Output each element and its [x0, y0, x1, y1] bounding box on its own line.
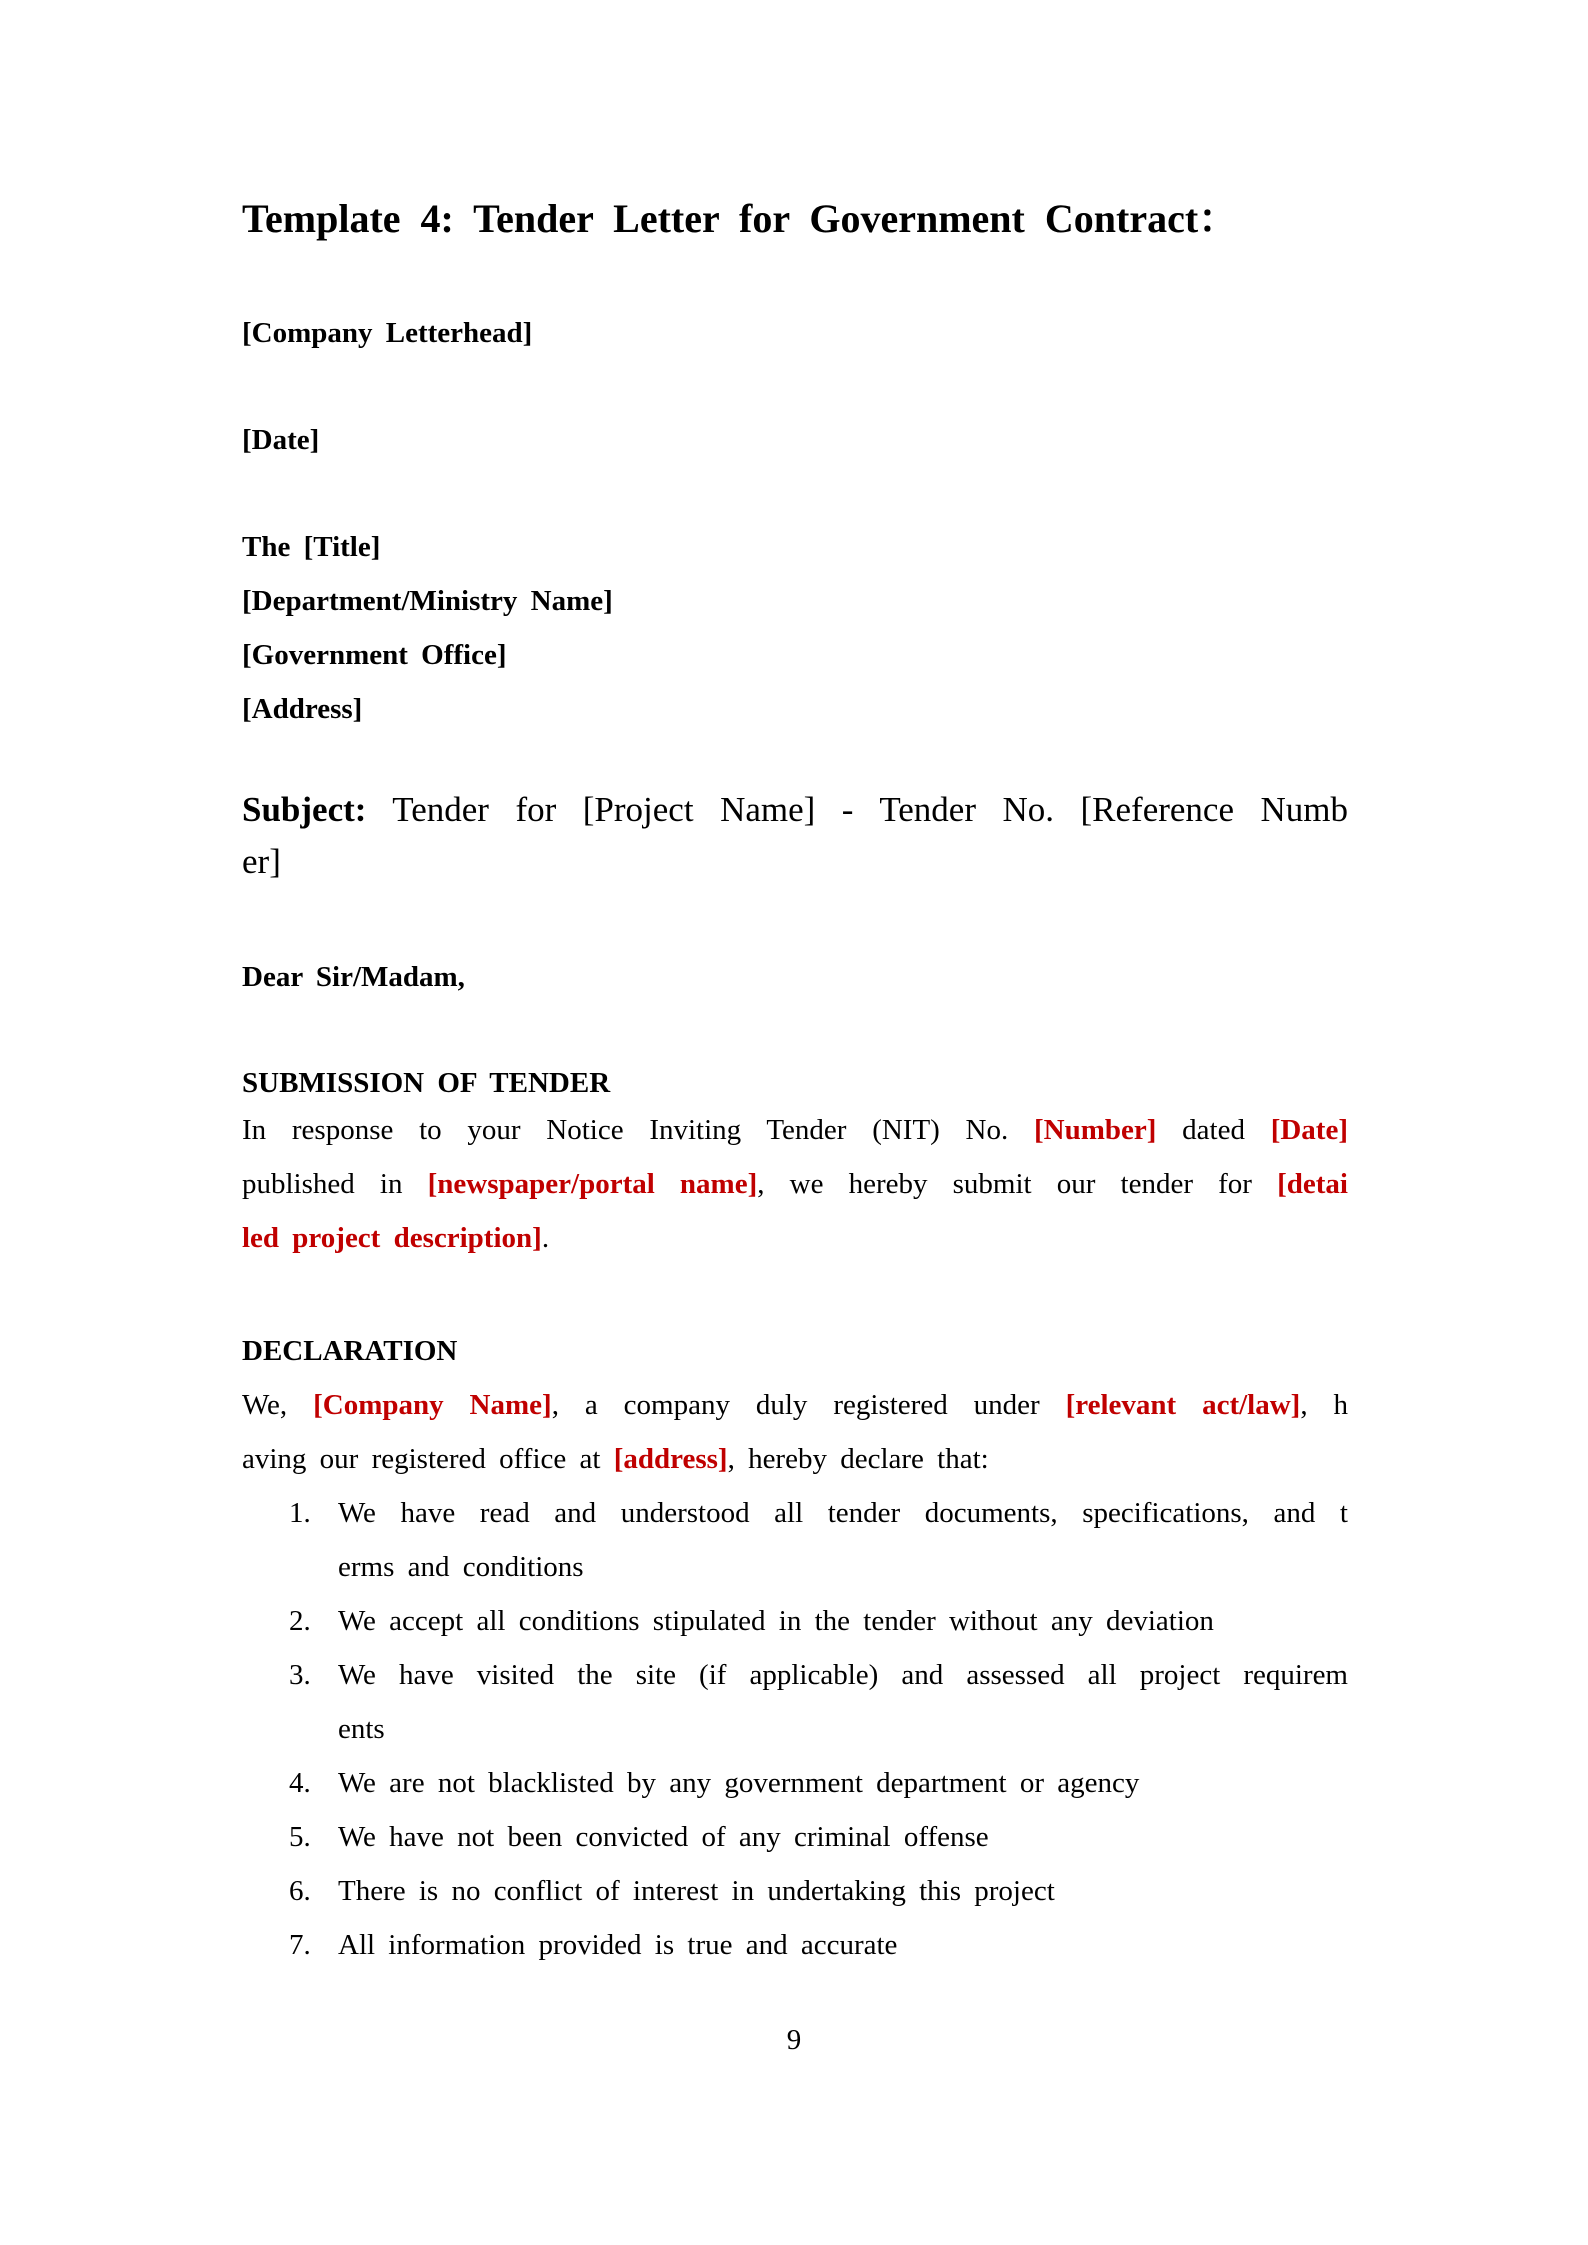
placeholder-address: [address] [613, 1443, 728, 1475]
list-number: 2. [289, 1605, 311, 1637]
list-item: 5. We have not been convicted of any criminal offense [242, 1810, 1348, 1864]
list-item: 4. We are not blacklisted by any government department or agency [242, 1756, 1348, 1810]
subject-line [242, 784, 1348, 888]
list-item: 1. We have read and understood all tender documents, specifications, and t erms and conditions [242, 1486, 1348, 1594]
placeholder-nit-date: [Date] [1270, 1114, 1348, 1146]
salutation: Dear Sir/Madam, [242, 961, 465, 993]
list-number: 7. [289, 1929, 311, 1961]
letter-date: [Date] [242, 424, 320, 456]
list-number: 5. [289, 1821, 311, 1853]
placeholder-company-name: [Company Name] [313, 1389, 552, 1421]
placeholder-project-description-continued: led project description] [242, 1222, 542, 1254]
declaration-paragraph: We, [Company Name], a company duly registered under [relevant act/law], h aving our registered office at [address], hereby declare that: [242, 1389, 1349, 1475]
list-number: 6. [289, 1875, 311, 1907]
recipient-title: The [Title] [242, 531, 381, 563]
list-number: 1. [289, 1497, 311, 1529]
list-number: 4. [289, 1767, 311, 1799]
declaration-heading: DECLARATION [242, 1335, 458, 1367]
placeholder-newspaper-portal: [newspaper/portal name] [427, 1168, 758, 1200]
subject-text: Tender for [Project Name] - Tender No. [Reference Numb [366, 790, 1348, 829]
list-item: 2. We accept all conditions stipulated in the tender without any deviation [242, 1594, 1348, 1648]
submission-paragraph: In response to your Notice Inviting Tender (NIT) No. [Number] dated [Date] published in [newspaper/portal name], we hereby submit our tender for [detai led project description]. [242, 1114, 1348, 1254]
page-number: 9 [786, 2024, 802, 2056]
placeholder-project-description: [detai [1277, 1168, 1348, 1200]
subject-label: Subject: [242, 790, 367, 829]
list-number: 3. [289, 1659, 311, 1691]
placeholder-relevant-act: [relevant act/law] [1065, 1389, 1301, 1421]
submission-heading: SUBMISSION OF TENDER [242, 1067, 611, 1099]
list-item: 6. There is no conflict of interest in undertaking this project [242, 1864, 1348, 1918]
recipient-office: [Government Office] [242, 639, 507, 671]
recipient-department: [Department/Ministry Name] [242, 585, 613, 617]
declaration-list [242, 1486, 1348, 1972]
recipient-address: [Address] [242, 693, 363, 725]
placeholder-nit-number: [Number] [1033, 1114, 1157, 1146]
list-item: 3. We have visited the site (if applicable) and assessed all project requirem ents [242, 1648, 1348, 1756]
subject-text-continued: er] [242, 842, 281, 881]
recipient-address-block [242, 520, 1348, 736]
list-item: 7. All information provided is true and accurate [242, 1918, 1348, 1972]
company-letterhead: [Company Letterhead] [242, 317, 533, 349]
document-title: Template 4: Tender Letter for Government Contract： [242, 196, 1239, 241]
